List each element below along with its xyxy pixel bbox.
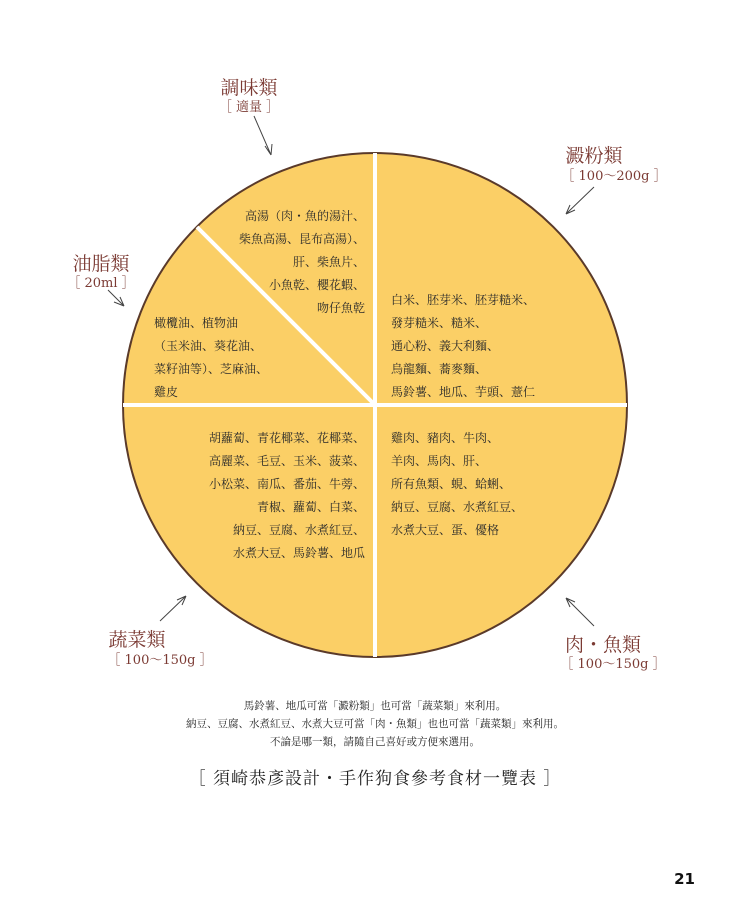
food-line: 肝、柴魚片、 <box>292 255 365 269</box>
food-line: （玉米油、葵花油、 <box>154 339 263 353</box>
food-line: 柴魚高湯、昆布高湯）、 <box>238 232 365 246</box>
arrow-seasoning <box>254 116 272 155</box>
arrow-starch <box>566 187 594 214</box>
food-line: 雞皮 <box>154 385 179 399</box>
category-name-vegetable: 蔬菜類 <box>108 629 166 651</box>
figure-caption: ［ 須崎恭彥設計・手作狗食參考食材一覽表 ］ <box>188 769 562 789</box>
category-name-starch: 澱粉類 <box>565 145 623 167</box>
food-line: 納豆、豆腐、水煮紅豆、 <box>391 500 524 514</box>
arrow-vegetable <box>160 596 186 621</box>
food-line: 羊肉、馬肉、肝、 <box>391 454 488 468</box>
category-name-meat-fish: 肉・魚類 <box>564 634 642 656</box>
arrow-meat-fish <box>566 598 594 626</box>
category-amount-vegetable: ［ 100〜150g ］ <box>107 653 213 668</box>
page-number: 21 <box>674 870 695 888</box>
food-line: 水煮大豆、蛋、優格 <box>391 523 500 537</box>
food-line: 發芽糙米、糙米、 <box>391 316 488 330</box>
food-line: 菜籽油等）、芝麻油、 <box>154 362 269 376</box>
food-line: 白米、胚芽米、胚芽糙米、 <box>391 293 536 307</box>
note-line: 馬鈴薯、地瓜可當「澱粉類」也可當「蔬菜類」來利用。 <box>243 700 507 712</box>
food-line: 胡蘿蔔、青花椰菜、花椰菜、 <box>208 431 365 445</box>
food-line: 烏龍麵、蕎麥麵、 <box>391 362 488 376</box>
food-line: 小松菜、南瓜、番茄、牛蒡、 <box>208 477 365 491</box>
food-line: 馬鈴薯、地瓜、芋頭、薏仁 <box>391 385 536 399</box>
food-line: 青椒、蘿蔔、白菜、 <box>256 500 365 514</box>
category-name-fat: 油脂類 <box>72 253 130 275</box>
note-line: 納豆、豆腐、水煮紅豆、水煮大豆可當「肉・魚類」也也可當「蔬菜類」來利用。 <box>186 718 564 730</box>
food-line: 橄欖油、植物油 <box>154 316 239 330</box>
category-amount-starch: ［ 100〜200g ］ <box>561 169 667 184</box>
food-line: 水煮大豆、馬鈴薯、地瓜 <box>232 546 365 560</box>
food-line: 吻仔魚乾 <box>316 301 365 315</box>
arrow-fat <box>108 290 124 306</box>
category-amount-fat: ［ 20ml ］ <box>67 276 135 291</box>
category-amount-meat-fish: ［ 100〜150g ］ <box>560 657 666 672</box>
food-line: 小魚乾、櫻花蝦、 <box>268 278 365 292</box>
food-line: 通心粉、義大利麵、 <box>391 339 500 353</box>
food-line: 高湯（肉・魚的湯汁、 <box>244 209 365 223</box>
category-amount-seasoning: ［ 適量 ］ <box>218 100 280 115</box>
food-line: 納豆、豆腐、水煮紅豆、 <box>232 523 365 537</box>
food-line: 所有魚類、蜆、蛤蜊、 <box>391 477 512 491</box>
food-line: 高麗菜、毛豆、玉米、菠菜、 <box>208 454 365 468</box>
notes <box>0 697 750 751</box>
note-line: 不論是哪一類，請隨自己喜好或方便來選用。 <box>270 736 480 748</box>
food-line: 雞肉、豬肉、牛肉、 <box>391 431 500 445</box>
category-name-seasoning: 調味類 <box>220 77 278 99</box>
